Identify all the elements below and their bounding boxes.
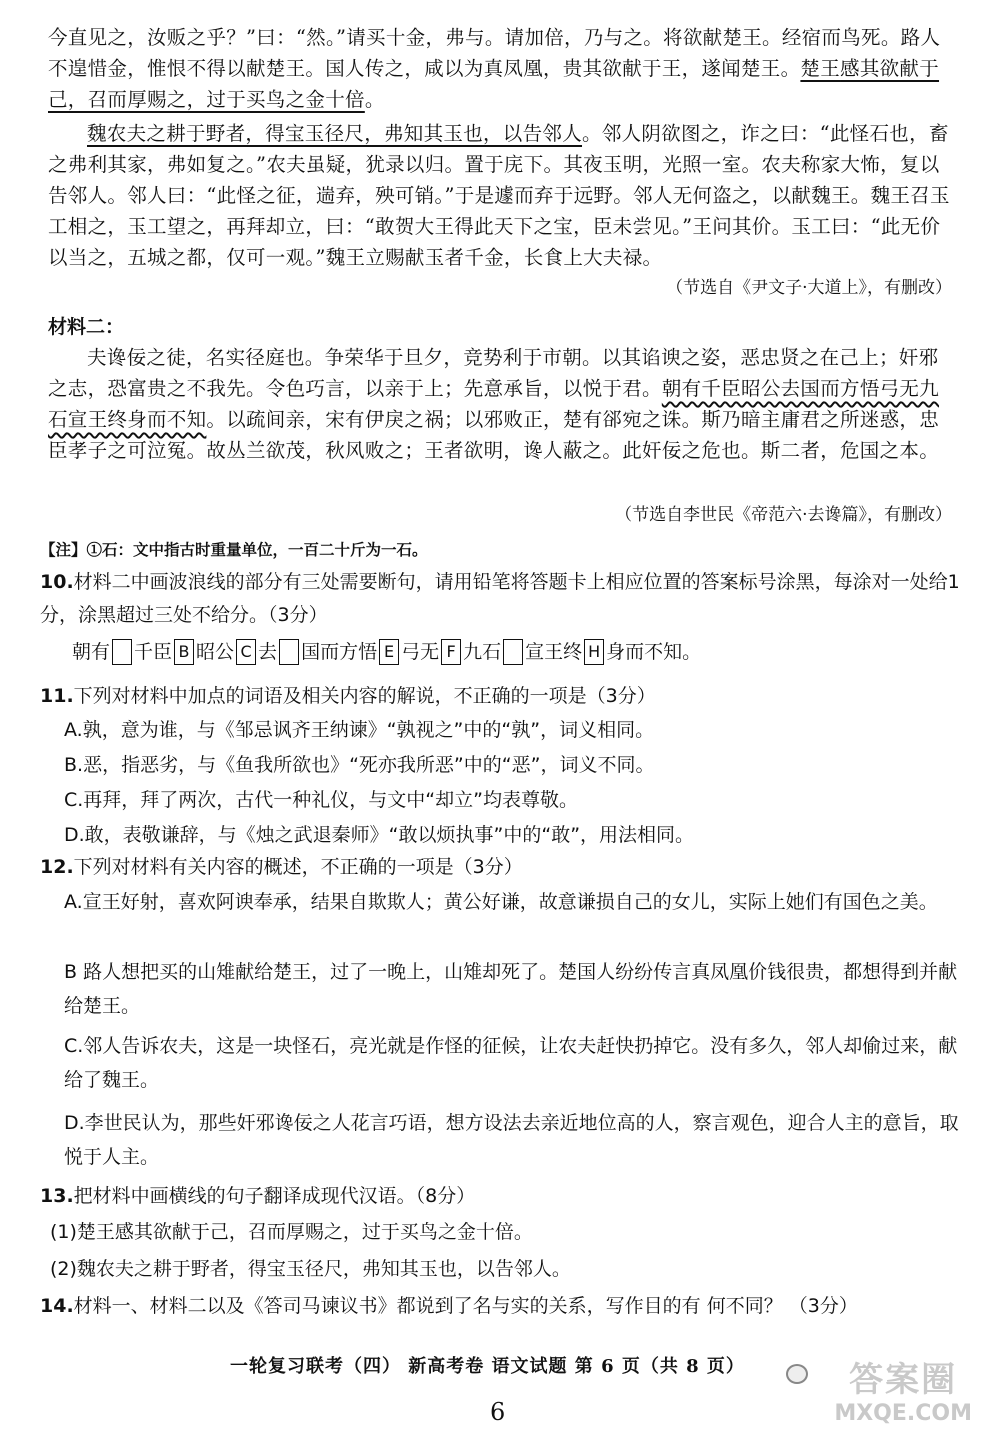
material2-text-b: 。以疏间亲，宋有伊戾之祸；以邪败正，楚有郤宛之诛。斯乃暗主庸君之所迷惑，忠臣孝子之可泣冤。故丛兰欲茂，秋风败之；王者欲明，谗人蔽之。此奸佞之危也。斯二者，危国之本。 <box>48 408 940 462</box>
question-12-option-d[interactable]: D.李世民认为，那些奸邪谗佞之人花言巧语，想方设法去亲近地位高的人，察言观色，迎合人主的意旨，取悦于人主。 <box>64 1112 959 1168</box>
seg-text-5: 弓无 <box>401 641 440 663</box>
answer-box-c[interactable]: C <box>236 639 256 665</box>
seg-text-0: 朝有 <box>72 641 111 663</box>
material2-source: （节选自李世民《帝范六·去谗篇》，有删改） <box>615 505 952 525</box>
underlined-sentence-1b: 感其欲献于己，召而厚赐之，过于买鸟之金十倍 <box>48 57 940 111</box>
answer-box-b[interactable]: B <box>174 639 194 665</box>
question-11-option-a[interactable]: A.孰，意为谁，与《邹忌讽齐王纳谏》“孰视之”中的“孰”，词义相同。 <box>64 719 655 741</box>
question-10-number: 10. <box>40 571 74 593</box>
seg-text-2: 昭公 <box>196 641 235 663</box>
seg-text-1: 千臣 <box>134 641 173 663</box>
question-14-number: 14. <box>40 1295 74 1317</box>
question-12 <box>40 851 970 884</box>
answer-box-d[interactable] <box>279 639 299 665</box>
material2-paragraph <box>48 342 958 466</box>
question-11-option-b[interactable]: B.恶，指恶劣，与《鱼我所欲也》“死亦我所恶”中的“恶”，词义不同。 <box>64 754 655 776</box>
wavy-underlined-passage: 朝有千臣昭公去国而方悟弓无九石宣王终身而不知 <box>48 377 940 431</box>
question-11-option-c[interactable]: C.再拜，拜了两次，古代一种礼仪，与文中“却立”均表尊敬。 <box>64 789 578 811</box>
seg-text-3: 去 <box>258 641 278 663</box>
answer-box-h[interactable]: H <box>584 639 604 665</box>
material1-line3-end: 。 <box>364 88 385 111</box>
watermark-bottom: MXQE.COM <box>834 1401 972 1426</box>
underlined-sentence-2: 魏农夫之耕于野者，得宝玉径尺，弗知其玉也，以告邻人 <box>87 122 583 145</box>
page-number: 6 <box>490 1398 506 1426</box>
question-14-text: 材料一、材料二以及《答司马谏议书》都说到了名与实的关系，写作目的有 何不同？ （3分） <box>73 1295 858 1317</box>
seg-text-7: 宣王终 <box>525 641 583 663</box>
seg-text-8: 身而不知。 <box>606 641 702 663</box>
seg-text-4: 国而方悟 <box>301 641 378 663</box>
question-12-option-b[interactable]: B 路人想把买的山雉献给楚王，过了一晚上，山雉却死了。楚国人纷纷传言真凤凰价钱很贵，都想得到并献给楚王。 <box>64 961 958 1017</box>
question-13-sentence-2: (2)魏农夫之耕于野者，得宝玉径尺，弗知其玉也，以告邻人。 <box>50 1258 571 1280</box>
material2-label: 材料二： <box>48 316 125 338</box>
underlined-sentence-1a: 楚王 <box>800 57 841 80</box>
wechat-icon <box>786 1364 808 1384</box>
material1-line2: 路人不遑惜金，惟恨不得以献楚王。国人传之，咸以为真凤凰，贵其欲献于王，遂闻楚王。 <box>48 26 941 80</box>
material1-paragraph1 <box>48 22 958 115</box>
question-10-text: 材料二中画波浪线的部分有三处需要断句，请用铅笔将答题卡上相应位置的答案标号涂黑，每涂对一处给1分，涂黑超过三处不给分。（3分） <box>40 571 960 626</box>
question-10 <box>40 566 970 632</box>
question-11 <box>40 680 970 713</box>
question-13 <box>40 1180 970 1213</box>
page-footer: 一轮复习联考（四） 新高考卷 语文试题 第 6 页（共 8 页） <box>230 1356 745 1377</box>
question-13-sentence-1: (1)楚王感其欲献于己，召而厚赐之，过于买鸟之金十倍。 <box>50 1221 533 1243</box>
answer-box-a[interactable] <box>112 639 132 665</box>
answer-box-f[interactable]: F <box>441 639 461 665</box>
answer-box-g[interactable] <box>503 639 523 665</box>
material1-paragraph2 <box>48 118 958 273</box>
watermark-top: 答案圈 <box>849 1360 958 1400</box>
question-13-text: 把材料中画横线的句子翻译成现代汉语。（8分） <box>73 1185 476 1207</box>
material2-text-a: 夫谗佞之徒，名实径庭也。争荣华于旦夕，竞势利于市朝。以其谄谀之姿，恶忠贤之在己上；奸邪之志，恐富贵之不我先。令色巧言，以亲于上；先意承旨，以悦于君。 <box>48 346 939 400</box>
material1-source: （节选自《尹文子·大道上》，有删改） <box>666 278 952 298</box>
material1-line1: 今直见之，汝贩之乎？”曰：“然。”请买十金，弗与。请加倍，乃与之。将欲献楚王。经宿而鸟死。 <box>48 26 901 49</box>
question-13-number: 13. <box>40 1185 74 1207</box>
answer-box-e[interactable]: E <box>379 639 399 665</box>
footnote: 【注】①石：文中指古时重量单位，一百二十斤为一石。 <box>40 540 428 559</box>
material1-paragraph2-rest: 。邻人阴欲图之，诈之曰：“此怪石也，畜之弗利其家，弗如复之。”农夫虽疑，犹录以归。置于庑下。其夜玉明，光照一室。农夫称家大怖，复以告邻人。邻人曰：“此怪之征，遄弃，殃可销。”于是遽而弃于远野。邻人无何盗之，以献魏王。魏王召玉工相之，玉工望之，再拜却立，曰：“敢贺大王得此天下之宝，臣未尝见。”王问其价。玉工曰：“此无价以当之，五城之都，仅可一观。”魏王立赐献玉者千金，长食上大夫禄。 <box>48 122 950 269</box>
segmentation-row <box>72 638 701 666</box>
question-12-option-a[interactable]: A.宣王好射，喜欢阿谀奉承，结果自欺欺人；黄公好谦，故意谦损自己的女儿，实际上她们有国色之美。 <box>64 891 938 913</box>
question-12-option-c[interactable]: C.邻人告诉农夫，这是一块怪石，亮光就是作怪的征候，让农夫赶快扔掉它。没有多久，邻人却偷过来，献给了魏王。 <box>64 1035 958 1091</box>
question-11-text: 下列对材料中加点的词语及相关内容的解说，不正确的一项是（3分） <box>73 685 656 707</box>
watermark <box>834 1352 972 1426</box>
question-14 <box>40 1290 970 1323</box>
seg-text-6: 九石 <box>463 641 502 663</box>
question-11-number: 11. <box>40 685 74 707</box>
question-12-number: 12. <box>40 856 74 878</box>
question-12-text: 下列对材料有关内容的概述，不正确的一项是（3分） <box>73 856 523 878</box>
question-11-option-d[interactable]: D.敢，表敬谦辞，与《烛之武退秦师》“敢以烦执事”中的“敢”，用法相同。 <box>64 824 695 846</box>
